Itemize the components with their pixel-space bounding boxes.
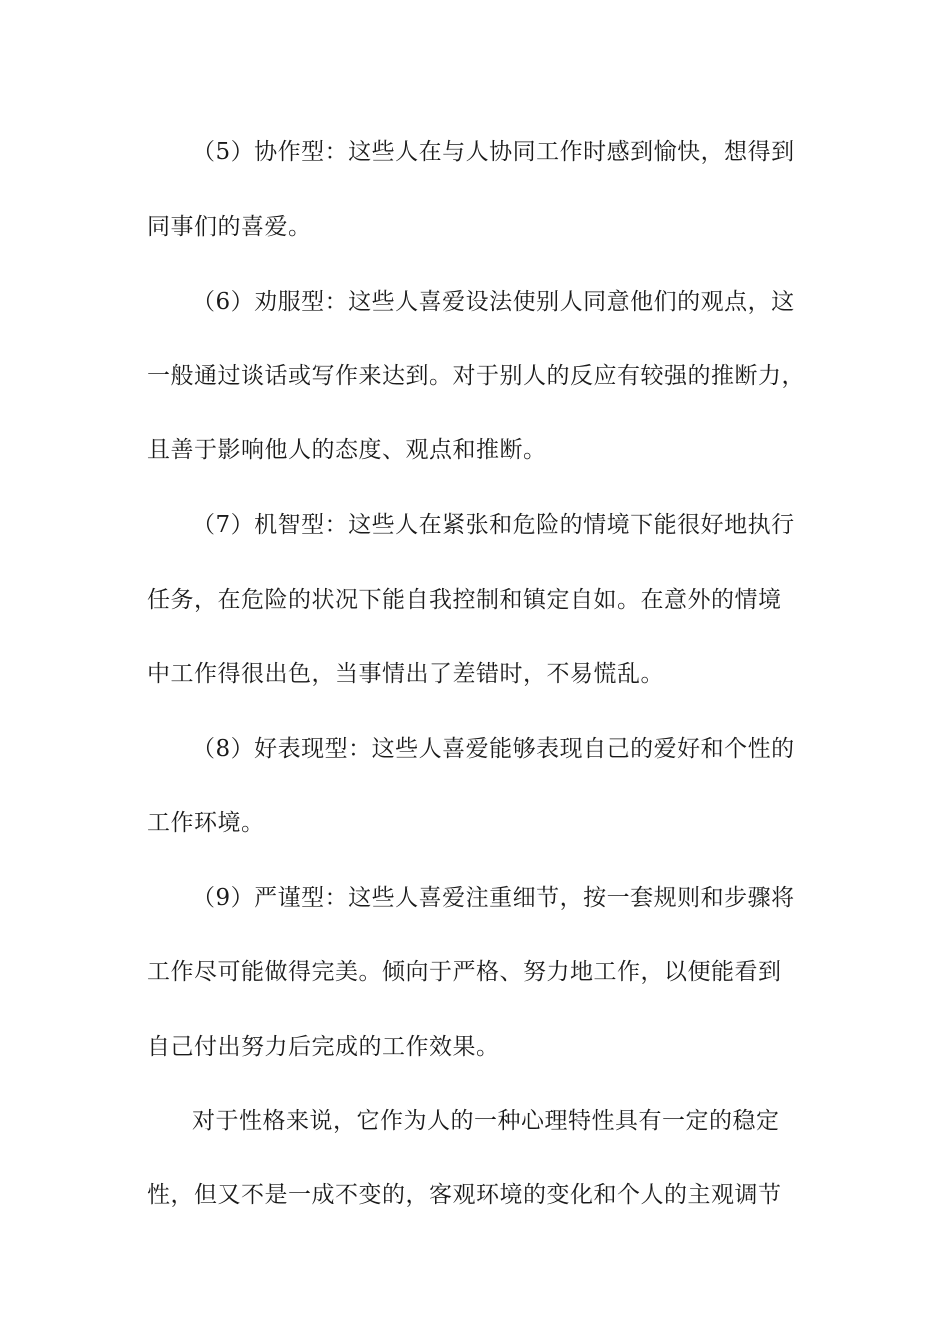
paragraph-7-line-1: （7）机智型：这些人在紧张和危险的情境下能很好地执行: [192, 512, 795, 538]
paragraph-7-line-3: 中工作得很出色，当事情出了差错时，不易慌乱。: [147, 661, 664, 687]
paragraph-6-line-3: 且善于影响他人的态度、观点和推断。: [147, 437, 547, 463]
paragraph-7-line-2: 任务，在危险的状况下能自我控制和镇定自如。在意外的情境: [147, 587, 782, 613]
paragraph-9-line-3: 自己付出努力后完成的工作效果。: [147, 1034, 500, 1060]
paragraph-personality-line-2: 性，但又不是一成不变的，客观环境的变化和个人的主观调节: [147, 1182, 782, 1208]
paragraph-8-line-2: 工作环境。: [147, 810, 265, 836]
paragraph-6-line-2: 一般通过谈话或写作来达到。对于别人的反应有较强的推断力，: [147, 363, 805, 389]
paragraph-8-line-1: （8）好表现型：这些人喜爱能够表现自己的爱好和个性的: [192, 736, 795, 762]
paragraph-personality-line-1: 对于性格来说，它作为人的一种心理特性具有一定的稳定: [192, 1108, 780, 1134]
paragraph-9-line-2: 工作尽可能做得完美。倾向于严格、努力地工作，以便能看到: [147, 959, 782, 985]
paragraph-9-line-1: （9）严谨型：这些人喜爱注重细节，按一套规则和步骤将: [192, 885, 795, 911]
paragraph-5-line-1: （5）协作型：这些人在与人协同工作时感到愉快，想得到: [192, 139, 795, 165]
paragraph-6-line-1: （6）劝服型：这些人喜爱设法使别人同意他们的观点，这: [192, 289, 795, 315]
paragraph-5-line-2: 同事们的喜爱。: [147, 214, 312, 240]
